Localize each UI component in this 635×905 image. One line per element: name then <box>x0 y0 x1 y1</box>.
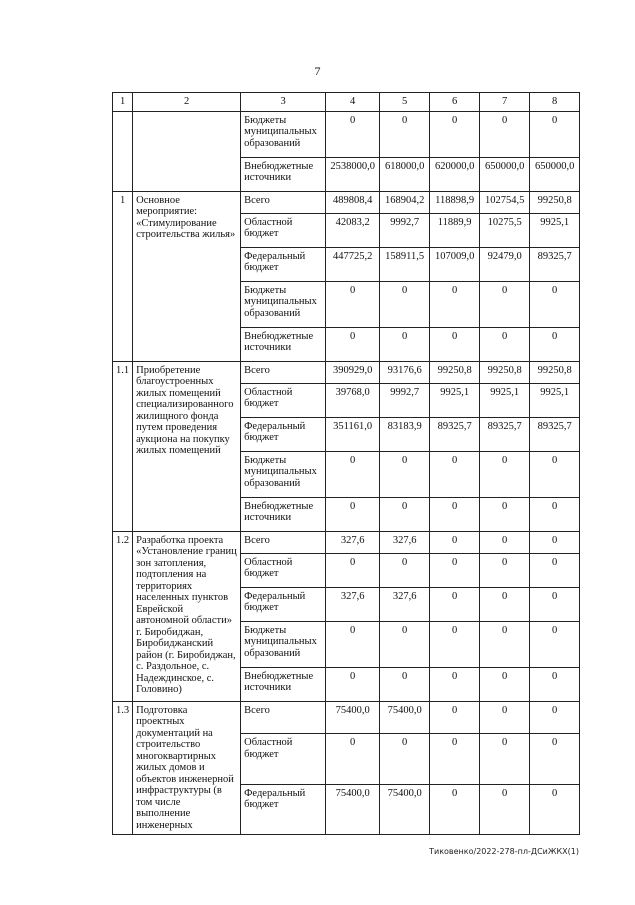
amount-cell: 0 <box>530 587 580 621</box>
funding-source: Всего <box>241 191 326 213</box>
amount-cell: 327,6 <box>380 531 430 553</box>
header-cell: 7 <box>480 93 530 112</box>
amount-cell: 89325,7 <box>530 417 580 451</box>
amount-cell: 83183,9 <box>380 417 430 451</box>
activity-name: Подготовка проектных документаций на строительство многоквартирных жилых домов и объектов инженерной инфраструктуры (в том числе выполнение инженерных <box>133 701 241 835</box>
funding-source: Внебюджетные источники <box>241 157 326 191</box>
amount-cell: 0 <box>430 281 480 327</box>
funding-source: Бюджеты муниципальных образований <box>241 621 326 667</box>
amount-cell: 0 <box>530 451 580 497</box>
amount-cell: 650000,0 <box>480 157 530 191</box>
amount-cell: 327,6 <box>326 587 380 621</box>
activity-code: 1.3 <box>113 701 133 835</box>
amount-cell: 618000,0 <box>380 157 430 191</box>
activity-code: 1.1 <box>113 361 133 531</box>
amount-cell: 0 <box>430 734 480 784</box>
amount-cell: 0 <box>530 621 580 667</box>
amount-cell: 0 <box>480 587 530 621</box>
amount-cell: 75400,0 <box>380 701 430 734</box>
amount-cell: 0 <box>530 701 580 734</box>
amount-cell: 0 <box>480 667 530 701</box>
amount-cell: 9925,1 <box>430 383 480 417</box>
funding-source: Бюджеты муниципальных образований <box>241 451 326 497</box>
table-row <box>113 191 580 213</box>
amount-cell: 99250,8 <box>530 191 580 213</box>
amount-cell: 75400,0 <box>326 701 380 734</box>
funding-source: Областной бюджет <box>241 383 326 417</box>
amount-cell: 0 <box>430 553 480 587</box>
funding-source: Внебюджетные источники <box>241 497 326 531</box>
activity-name: Приобретение благоустроенных жилых помещений специализированного жилищного фонда путем проведения аукциона на покупку жилых помещений <box>133 361 241 531</box>
amount-cell: 0 <box>530 667 580 701</box>
funding-source: Федеральный бюджет <box>241 417 326 451</box>
amount-cell: 0 <box>326 553 380 587</box>
amount-cell: 447725,2 <box>326 247 380 281</box>
amount-cell: 42083,2 <box>326 213 380 247</box>
amount-cell: 9925,1 <box>530 213 580 247</box>
amount-cell: 620000,0 <box>430 157 480 191</box>
amount-cell: 0 <box>326 621 380 667</box>
amount-cell: 0 <box>480 111 530 157</box>
amount-cell: 0 <box>530 327 580 361</box>
funding-source: Областной бюджет <box>241 553 326 587</box>
amount-cell: 158911,5 <box>380 247 430 281</box>
amount-cell: 2538000,0 <box>326 157 380 191</box>
amount-cell: 9925,1 <box>530 383 580 417</box>
amount-cell: 99250,8 <box>430 361 480 383</box>
amount-cell: 0 <box>380 327 430 361</box>
amount-cell: 99250,8 <box>480 361 530 383</box>
funding-source: Федеральный бюджет <box>241 587 326 621</box>
header-row <box>113 93 580 112</box>
amount-cell: 0 <box>380 281 430 327</box>
header-cell: 1 <box>113 93 133 112</box>
document-footer: Тиковенко/2022-278-пл-ДСиЖКХ(1) <box>429 847 579 856</box>
amount-cell: 0 <box>380 621 430 667</box>
activity-code <box>113 111 133 191</box>
amount-cell: 93176,6 <box>380 361 430 383</box>
funding-source: Федеральный бюджет <box>241 784 326 834</box>
activity-name <box>133 111 241 191</box>
amount-cell: 0 <box>380 111 430 157</box>
amount-cell: 327,6 <box>326 531 380 553</box>
amount-cell: 11889,9 <box>430 213 480 247</box>
funding-source: Бюджеты муниципальных образований <box>241 111 326 157</box>
amount-cell: 0 <box>430 667 480 701</box>
amount-cell: 0 <box>430 531 480 553</box>
amount-cell: 0 <box>480 784 530 834</box>
amount-cell: 390929,0 <box>326 361 380 383</box>
funding-source: Внебюджетные источники <box>241 327 326 361</box>
table-row <box>113 531 580 553</box>
amount-cell: 89325,7 <box>430 417 480 451</box>
budget-table <box>112 92 580 835</box>
funding-source: Федеральный бюджет <box>241 247 326 281</box>
amount-cell: 0 <box>326 451 380 497</box>
amount-cell: 0 <box>430 497 480 531</box>
amount-cell: 75400,0 <box>380 784 430 834</box>
amount-cell: 0 <box>530 497 580 531</box>
funding-source: Бюджеты муниципальных образований <box>241 281 326 327</box>
amount-cell: 0 <box>326 667 380 701</box>
amount-cell: 89325,7 <box>480 417 530 451</box>
amount-cell: 0 <box>430 621 480 667</box>
amount-cell: 0 <box>430 701 480 734</box>
header-cell: 3 <box>241 93 326 112</box>
funding-source: Областной бюджет <box>241 213 326 247</box>
amount-cell: 351161,0 <box>326 417 380 451</box>
amount-cell: 0 <box>326 281 380 327</box>
amount-cell: 0 <box>380 667 430 701</box>
amount-cell: 0 <box>530 553 580 587</box>
funding-source: Всего <box>241 701 326 734</box>
amount-cell: 10275,5 <box>480 213 530 247</box>
amount-cell: 92479,0 <box>480 247 530 281</box>
amount-cell: 0 <box>380 497 430 531</box>
amount-cell: 102754,5 <box>480 191 530 213</box>
amount-cell: 9925,1 <box>480 383 530 417</box>
amount-cell: 0 <box>480 621 530 667</box>
amount-cell: 9992,7 <box>380 383 430 417</box>
amount-cell: 489808,4 <box>326 191 380 213</box>
amount-cell: 0 <box>480 531 530 553</box>
amount-cell: 0 <box>480 553 530 587</box>
amount-cell: 0 <box>530 111 580 157</box>
amount-cell: 0 <box>430 111 480 157</box>
funding-source: Внебюджетные источники <box>241 667 326 701</box>
amount-cell: 0 <box>480 497 530 531</box>
amount-cell: 168904,2 <box>380 191 430 213</box>
amount-cell: 0 <box>430 327 480 361</box>
header-cell: 5 <box>380 93 430 112</box>
amount-cell: 0 <box>430 451 480 497</box>
amount-cell: 0 <box>530 734 580 784</box>
header-cell: 8 <box>530 93 580 112</box>
amount-cell: 0 <box>326 111 380 157</box>
amount-cell: 0 <box>480 701 530 734</box>
amount-cell: 0 <box>326 734 380 784</box>
amount-cell: 0 <box>380 734 430 784</box>
table-row <box>113 361 580 383</box>
activity-code: 1.2 <box>113 531 133 701</box>
activity-name: Основное мероприятие: «Стимулирование строительства жилья» <box>133 191 241 361</box>
amount-cell: 0 <box>326 327 380 361</box>
funding-source: Всего <box>241 361 326 383</box>
amount-cell: 0 <box>530 281 580 327</box>
amount-cell: 118898,9 <box>430 191 480 213</box>
amount-cell: 0 <box>480 451 530 497</box>
amount-cell: 0 <box>530 531 580 553</box>
amount-cell: 0 <box>380 553 430 587</box>
amount-cell: 0 <box>480 734 530 784</box>
header-cell: 4 <box>326 93 380 112</box>
amount-cell: 0 <box>480 327 530 361</box>
amount-cell: 0 <box>326 497 380 531</box>
funding-source: Областной бюджет <box>241 734 326 784</box>
amount-cell: 0 <box>530 784 580 834</box>
table-row <box>113 701 580 734</box>
amount-cell: 75400,0 <box>326 784 380 834</box>
header-cell: 2 <box>133 93 241 112</box>
amount-cell: 0 <box>430 587 480 621</box>
header-cell: 6 <box>430 93 480 112</box>
amount-cell: 9992,7 <box>380 213 430 247</box>
amount-cell: 99250,8 <box>530 361 580 383</box>
funding-source: Всего <box>241 531 326 553</box>
page-number: 7 <box>314 64 321 78</box>
amount-cell: 89325,7 <box>530 247 580 281</box>
amount-cell: 0 <box>480 281 530 327</box>
amount-cell: 0 <box>380 451 430 497</box>
activity-code: 1 <box>113 191 133 361</box>
amount-cell: 327,6 <box>380 587 430 621</box>
activity-name: Разработка проекта «Установление границ зон затопления, подтопления на территориях населенных пунктов Еврейской автономной области» г. Биробиджан, Биробиджанский район (г. Биробиджан, с. Раздольное, с. Надеждинское, с. Головино) <box>133 531 241 701</box>
table-row <box>113 111 580 157</box>
amount-cell: 650000,0 <box>530 157 580 191</box>
amount-cell: 107009,0 <box>430 247 480 281</box>
amount-cell: 39768,0 <box>326 383 380 417</box>
amount-cell: 0 <box>430 784 480 834</box>
